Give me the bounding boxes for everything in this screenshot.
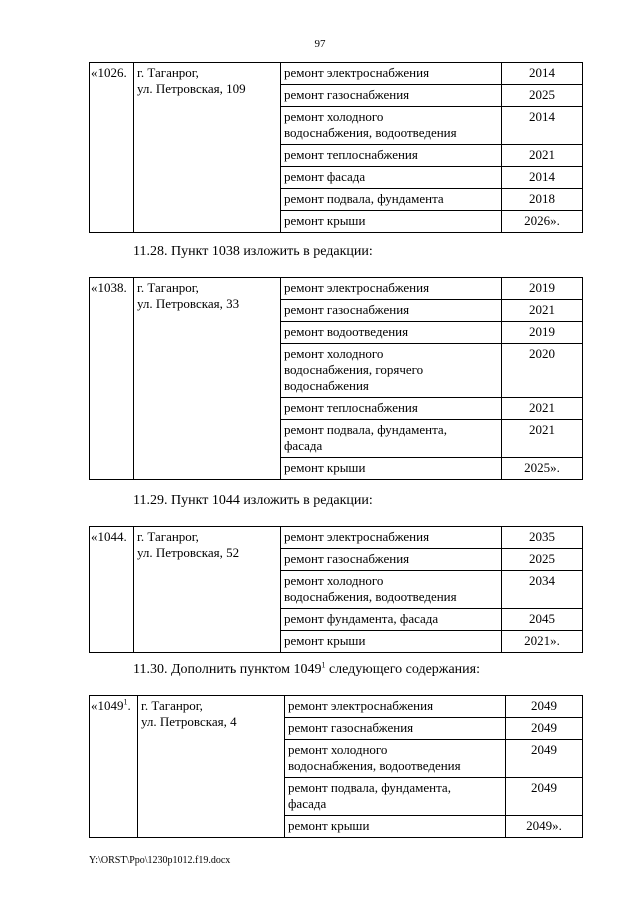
work-type: ремонт водоотведения [281,322,502,344]
heading-text: 11.30. Дополнить пунктом 1049 [133,662,322,677]
work-type-line: фасада [288,796,327,811]
address-cell [134,278,281,480]
heading-superscript: 1 [321,660,326,670]
work-type: ремонт фасада [281,167,502,189]
work-type-line: ремонт холодного [288,742,388,757]
work-year: 2021 [502,420,583,458]
work-type [281,571,502,609]
work-type-line: ремонт подвала, фундамента, [284,422,447,437]
address-cell [134,527,281,653]
table-row [90,278,583,300]
address-city: г. Таганрог, [141,698,203,713]
work-type: ремонт газоснабжения [281,300,502,322]
work-type: ремонт фундамента, фасада [281,609,502,631]
work-type-line: ремонт холодного [284,346,384,361]
repair-table-1038 [89,277,583,480]
work-type [281,420,502,458]
work-year: 2049 [506,696,583,718]
repair-table-1049-1 [89,695,583,838]
address-street: ул. Петровская, 33 [137,296,240,311]
work-year: 2020 [502,344,583,398]
work-type: ремонт теплоснабжения [281,145,502,167]
work-type: ремонт газоснабжения [281,549,502,571]
work-year: 2025 [502,85,583,107]
work-year: 2049». [506,816,583,838]
address-city: г. Таганрог, [137,529,199,544]
work-type-line: водоснабжения, водоотведения [288,758,461,773]
work-year: 2035 [502,527,583,549]
item-number: «1044. [90,527,134,653]
item-number [90,696,138,838]
work-year: 2045 [502,609,583,631]
repair-table-1044 [89,526,583,653]
address-street: ул. Петровская, 4 [141,714,237,729]
work-year: 2049 [506,740,583,778]
work-type [281,344,502,398]
work-type: ремонт крыши [281,458,502,480]
section-heading-11-29: 11.29. Пункт 1044 изложить в редакции: [133,493,373,508]
item-number: «1026. [90,63,134,233]
work-type: ремонт крыши [281,631,502,653]
item-number-tail: . [127,698,131,713]
work-year: 2021 [502,398,583,420]
work-type: ремонт газоснабжения [285,718,506,740]
work-type: ремонт подвала, фундамента [281,189,502,211]
section-heading-11-28: 11.28. Пункт 1038 изложить в редакции: [133,244,373,259]
work-type [281,107,502,145]
work-type: ремонт электроснабжения [285,696,506,718]
work-year: 2049 [506,718,583,740]
work-year: 2021 [502,145,583,167]
work-type-line: водоснабжения, водоотведения [284,589,457,604]
heading-text-tail: следующего содержания: [325,662,480,677]
address-street: ул. Петровская, 52 [137,545,240,560]
work-type-line: ремонт холодного [284,573,384,588]
section-heading-11-30 [133,662,480,678]
work-type-line: ремонт подвала, фундамента, [288,780,451,795]
table-row [90,527,583,549]
work-year: 2019 [502,278,583,300]
work-year: 2021 [502,300,583,322]
address-cell [134,63,281,233]
work-type: ремонт электроснабжения [281,527,502,549]
file-path-footer: Y:\ORST\Ppo\1230p1012.f19.docx [89,855,231,866]
work-year: 2014 [502,167,583,189]
work-type: ремонт крыши [281,211,502,233]
table-row [90,696,583,718]
repair-table-1026 [89,62,583,233]
work-type [285,740,506,778]
address-street: ул. Петровская, 109 [137,81,246,96]
work-year: 2026». [502,211,583,233]
work-year: 2018 [502,189,583,211]
work-type-line: ремонт холодного [284,109,384,124]
work-type-line: водоснабжения, горячего [284,362,424,377]
table-row [90,63,583,85]
work-year: 2025 [502,549,583,571]
work-year: 2034 [502,571,583,609]
work-year: 2021». [502,631,583,653]
item-number-text: «1049 [91,698,124,713]
work-type-line: водоснабжения, водоотведения [284,125,457,140]
work-year: 2014 [502,63,583,85]
work-type: ремонт электроснабжения [281,63,502,85]
work-year: 2019 [502,322,583,344]
work-type-line: водоснабжения [284,378,369,393]
page-number: 97 [314,38,326,50]
work-year: 2049 [506,778,583,816]
work-type: ремонт электроснабжения [281,278,502,300]
item-number: «1038. [90,278,134,480]
address-cell [138,696,285,838]
work-type: ремонт газоснабжения [281,85,502,107]
work-year: 2014 [502,107,583,145]
address-city: г. Таганрог, [137,280,199,295]
work-type: ремонт крыши [285,816,506,838]
item-number-superscript: 1 [123,697,128,707]
address-city: г. Таганрог, [137,65,199,80]
work-type-line: фасада [284,438,323,453]
work-year: 2025». [502,458,583,480]
work-type [285,778,506,816]
work-type: ремонт теплоснабжения [281,398,502,420]
